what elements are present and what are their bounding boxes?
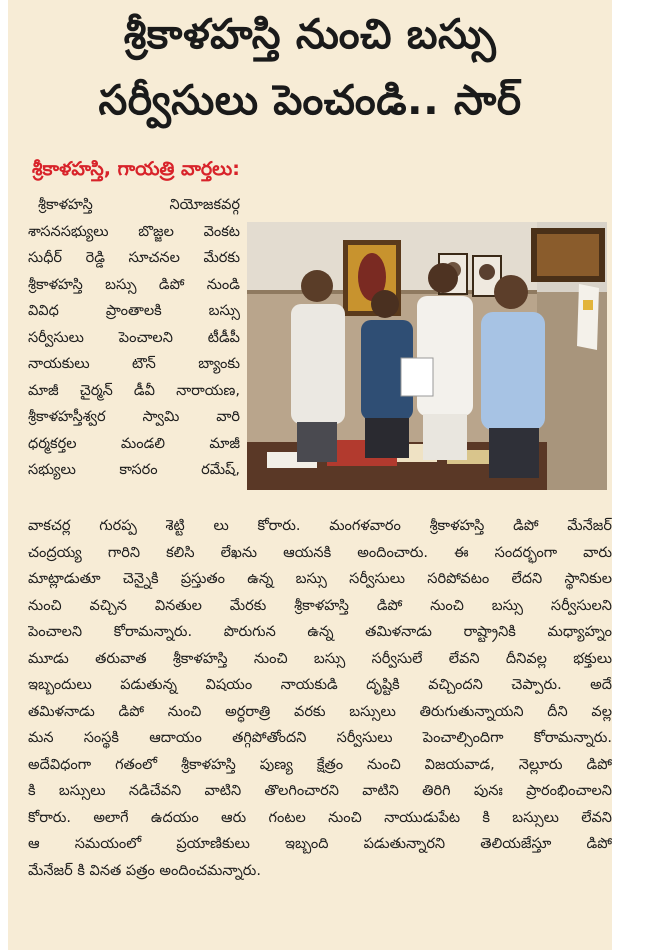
article-line: చంద్రయ్య గారిని కలిసి లేఖను ఆయనకి అందించారు. ఈ సందర్భంగా వారు [28, 544, 612, 561]
article-line: మాట్లాడుతూ చెన్నైకి ప్రస్తుతం ఉన్న బస్సు సర్వీసులు సరిపోవటం లేదని స్థానికుల [28, 571, 612, 587]
article-line: శాసనసభ్యులు బొజ్జల వెంకట [28, 223, 240, 240]
article-line: మూడు తరువాత శ్రీకాళహస్తి నుంచి బస్సు సర్వీసులే లేవని దీనివల్ల భక్తులు [28, 650, 612, 667]
article-line: నుంచి వచ్చిన వినతుల మేరకు శ్రీకాళహస్తి డిపో నుంచి బస్సు సర్వీసులని [28, 597, 612, 614]
article-column-narrow [28, 192, 240, 484]
article-line: ధర్మకర్తల మండలి మాజీ [28, 435, 240, 452]
article-line: మన సంస్థకి ఆదాయం తగ్గిపోతోందని సర్వీసులు పెంచాల్సిందిగా కోరామన్నారు. [28, 730, 612, 746]
article-line: శ్రీకాళహస్తి బస్సు డిపో నుండి [28, 276, 240, 293]
letter-document [401, 358, 433, 396]
article-line: శ్రీకాళహస్తీశ్వర స్వామి వారి [28, 409, 240, 425]
article-line: మాజీ చైర్మన్ డీవీ నారాయణ, [28, 382, 240, 399]
headline-line-1: శ్రీకాళహస్తి నుంచి బస్సు [123, 10, 497, 58]
article-line: సర్వీసులు పెంచాలని టీడీపీ [28, 329, 240, 346]
article-line: ఇబ్బందులు పడుతున్న విషయం నాయకుడి దృష్టికి వచ్చిందని చెప్పారు. అదే [28, 677, 612, 693]
news-photo [247, 222, 607, 490]
article-line: నాయకులు టౌన్ బ్యాంకు [28, 356, 240, 372]
dateline: శ్రీకాళహస్తి, గాయత్రి వార్తలు: [32, 158, 240, 180]
headline-line-2: సర్వీసులు పెంచండి.. సార్ [98, 76, 522, 124]
article-column-wide [28, 513, 612, 884]
article-line: కి బస్సులు నడిచేవని వాటిని తొలగించారని వాటిని తిరిగి పునః ప్రారంభించాలని [28, 783, 612, 799]
article-line: పెంచాలని కోరామన్నారు. పొరుగున ఉన్న తమిళనాడు రాష్ట్రానికి మధ్యాహ్నం [28, 624, 612, 640]
article-line: అదేవిధంగా గతంలో శ్రీకాళహస్తి పుణ్య క్షేత్రం నుంచి విజయవాడ, నెల్లూరు డిపో [28, 756, 612, 773]
article-line: వివిధ ప్రాంతాలకి బస్సు [28, 303, 240, 319]
article-line: మేనేజర్ కి వినత పత్రం అందించమన్నారు. [28, 862, 261, 879]
article-line: వాకచర్ల గురప్ప శెట్టి లు కోరారు. మంగళవారం శ్రీకాళహస్తి డిపో మేనేజర్ [28, 518, 612, 534]
article-line: సుధీర్ రెడ్డి సూచనల మేరకు [28, 250, 240, 266]
article-line: శ్రీకాళహస్తి నియోజకవర్గ [38, 197, 240, 213]
article-line: సభ్యులు కాసరం రమేష్, [28, 462, 240, 478]
article-line: ఆ సమయంలో ప్రయాణికులు ఇబ్బంది పడుతున్నారని తెలియజేస్తూ డిపో [28, 836, 612, 852]
article-line: తమిళనాడు డిపో నుంచి అర్ధరాత్రి వరకు బస్సులు తిరుగుతున్నాయని దీని వల్ల [28, 703, 612, 720]
article-line: కోరారు. అలాగే ఉదయం ఆరు గంటల నుంచి నాయుడుపేట కి బస్సులు లేవని [28, 809, 612, 826]
photo-illustration [247, 222, 607, 490]
